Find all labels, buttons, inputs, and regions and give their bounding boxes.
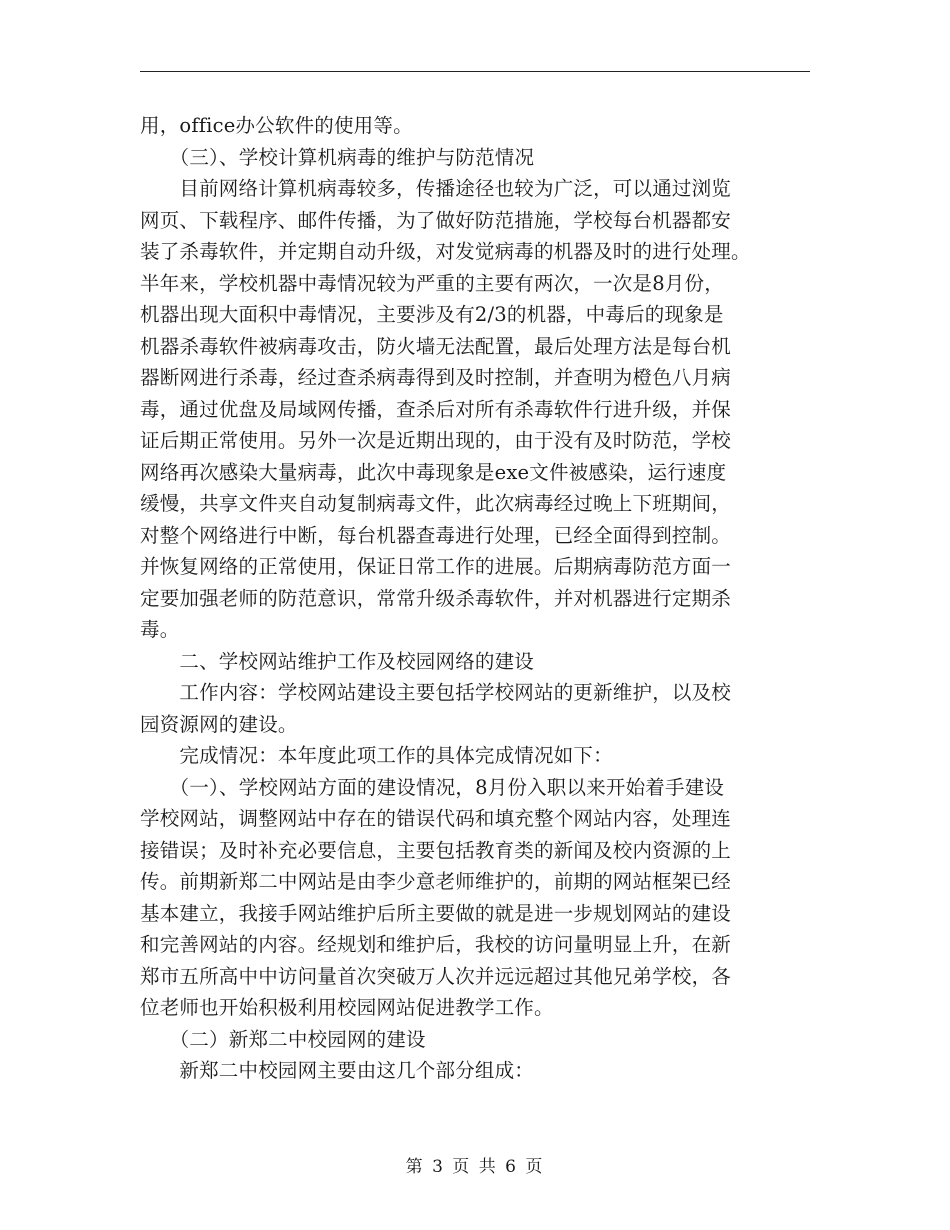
text-line: 目前网络计算机病毒较多，传播途径也较为广泛，可以通过浏览 bbox=[140, 177, 732, 200]
text-line: 毒，通过优盘及局域网传播，查杀后对所有杀毒软件行进升级，并保 bbox=[140, 397, 732, 421]
text-line: 网页、下载程序、邮件传播，为了做好防范措施，学校每台机器都安 bbox=[140, 208, 732, 232]
text-line: 机器杀毒软件被病毒攻击，防火墙无法配置，最后处理方法是每台机 bbox=[140, 334, 732, 358]
text-line: 二、学校网站维护工作及校园网络的建设 bbox=[140, 649, 535, 673]
body-text bbox=[140, 110, 810, 1087]
text-line: 装了杀毒软件，并定期自动升级，对发觉病毒的机器及时的进行处理。 bbox=[140, 240, 751, 263]
text-line: 基本建立，我接手网站维护后所主要做的就是进一步规划网站的建设 bbox=[140, 901, 732, 925]
text-line: 网络再次感染大量病毒，此次中毒现象是exe文件被感染，运行速度 bbox=[140, 460, 727, 484]
text-line: 工作内容：学校网站建设主要包括学校网站的更新维护，以及校 bbox=[140, 681, 732, 704]
text-line: （二）新郑二中校园网的建设 bbox=[140, 1027, 426, 1051]
text-line: 对整个网络进行中断，每台机器查毒进行处理，已经全面得到控制。 bbox=[140, 523, 732, 547]
text-line: 定要加强老师的防范意识，常常升级杀毒软件，并对机器进行定期杀 bbox=[140, 586, 732, 610]
text-line: 器断网进行杀毒，经过查杀病毒得到及时控制，并查明为橙色八月病 bbox=[140, 366, 732, 389]
header-rule bbox=[140, 71, 810, 72]
text-line: 完成情况：本年度此项工作的具体完成情况如下： bbox=[140, 744, 613, 767]
text-line: 位老师也开始积极利用校园网站促进教学工作。 bbox=[140, 996, 554, 1019]
text-line: 接错误；及时补充必要信息，主要包括教育类的新闻及校内资源的上 bbox=[140, 838, 732, 862]
text-line: 和完善网站的内容。经规划和维护后，我校的访问量明显上升，在新 bbox=[140, 933, 732, 956]
text-line: 缓慢，共享文件夹自动复制病毒文件，此次病毒经过晚上下班期间， bbox=[140, 492, 732, 515]
text-line: 半年来，学校机器中毒情况较为严重的主要有两次，一次是8月份， bbox=[140, 271, 724, 295]
text-line: 证后期正常使用。另外一次是近期出现的，由于没有及时防范，学校 bbox=[140, 429, 732, 452]
text-line: 毒。 bbox=[140, 618, 180, 641]
text-line: （一）、学校网站方面的建设情况，8月份入职以来开始着手建设 bbox=[140, 775, 725, 799]
text-line: 新郑二中校园网主要由这几个部分组成： bbox=[140, 1059, 535, 1082]
text-line: 机器出现大面积中毒情况，主要涉及有2/3的机器，中毒后的现象是 bbox=[140, 303, 724, 326]
text-line: 郑市五所高中中访问量首次突破万人次并远远超过其他兄弟学校，各 bbox=[140, 964, 732, 988]
text-line: 传。前期新郑二中网站是由李少意老师维护的，前期的网站框架已经 bbox=[140, 870, 732, 893]
page-footer: 第 3 页 共 6 页 bbox=[405, 1157, 545, 1177]
text-line: 学校网站，调整网站中存在的错误代码和填充整个网站内容，处理连 bbox=[140, 807, 732, 830]
text-line: 园资源网的建设。 bbox=[140, 712, 298, 736]
text-line: （三）、学校计算机病毒的维护与防范情况 bbox=[140, 145, 535, 169]
text-line: 并恢复网络的正常使用，保证日常工作的进展。后期病毒防范方面一 bbox=[140, 555, 732, 578]
text-line: 用，office办公软件的使用等。 bbox=[140, 114, 413, 137]
